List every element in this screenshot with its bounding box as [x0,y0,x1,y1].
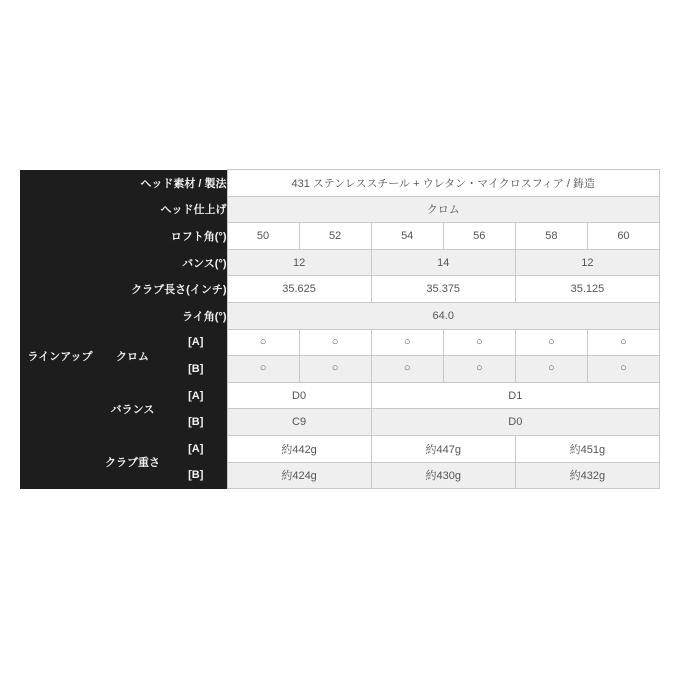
length-cell: 35.125 [515,276,659,303]
availability-mark: ○ [587,329,659,356]
balance-cell: D0 [227,382,371,409]
balance-label: バランス [100,382,165,435]
row-label-loft: ロフト角(°) [20,223,227,250]
row-balance-a [20,382,660,409]
weight-cell: 約442g [227,435,371,462]
availability-mark: ○ [515,329,587,356]
weight-cell: 約432g [515,462,659,489]
row-label-head-material: ヘッド素材 / 製法 [20,170,227,197]
bounce-cell: 12 [515,249,659,276]
balance-a-label: [A] [165,382,227,409]
head-finish-value: クロム [227,196,660,223]
row-head-finish [20,196,660,223]
availability-mark: ○ [299,356,371,383]
availability-mark: ○ [371,329,443,356]
loft-cell: 52 [299,223,371,250]
row-length [20,276,660,303]
availability-mark: ○ [371,356,443,383]
lie-value: 64.0 [227,302,660,329]
weight-b-label: [B] [165,462,227,489]
loft-cell: 54 [371,223,443,250]
row-label-head-finish: ヘッド仕上げ [20,196,227,223]
availability-mark: ○ [227,356,299,383]
length-cell: 35.375 [371,276,515,303]
balance-cell: C9 [227,409,371,436]
weight-label: クラブ重さ [100,435,165,488]
availability-mark: ○ [227,329,299,356]
availability-mark: ○ [443,329,515,356]
header-spacer [20,382,100,435]
row-label-bounce: バンス(°) [20,249,227,276]
balance-b-label: [B] [165,409,227,436]
head-material-value: 431 ステンレススチール + ウレタン・マイクロスフィア / 鋳造 [227,170,660,197]
row-lie [20,302,660,329]
weight-cell: 約430g [371,462,515,489]
availability-mark: ○ [443,356,515,383]
lineup-b-label: [B] [165,356,227,383]
balance-cell: D0 [371,409,659,436]
row-weight-a [20,435,660,462]
loft-cell: 50 [227,223,299,250]
header-spacer [20,435,100,488]
weight-cell: 約447g [371,435,515,462]
row-lineup-a [20,329,660,356]
weight-cell: 約451g [515,435,659,462]
row-head-material [20,170,660,197]
balance-cell: D1 [371,382,659,409]
row-loft [20,223,660,250]
length-cell: 35.625 [227,276,371,303]
loft-cell: 58 [515,223,587,250]
weight-cell: 約424g [227,462,371,489]
weight-a-label: [A] [165,435,227,462]
availability-mark: ○ [299,329,371,356]
row-label-length: クラブ長さ(インチ) [20,276,227,303]
spec-table [20,169,660,489]
loft-cell: 56 [443,223,515,250]
bounce-cell: 12 [227,249,371,276]
bounce-cell: 14 [371,249,515,276]
lineup-finish-label: クロム [100,329,165,382]
availability-mark: ○ [587,356,659,383]
lineup-group-label: ラインアップ [20,329,100,382]
spec-table-container [20,169,660,489]
row-bounce [20,249,660,276]
row-label-lie: ライ角(°) [20,302,227,329]
availability-mark: ○ [515,356,587,383]
lineup-a-label: [A] [165,329,227,356]
loft-cell: 60 [587,223,659,250]
